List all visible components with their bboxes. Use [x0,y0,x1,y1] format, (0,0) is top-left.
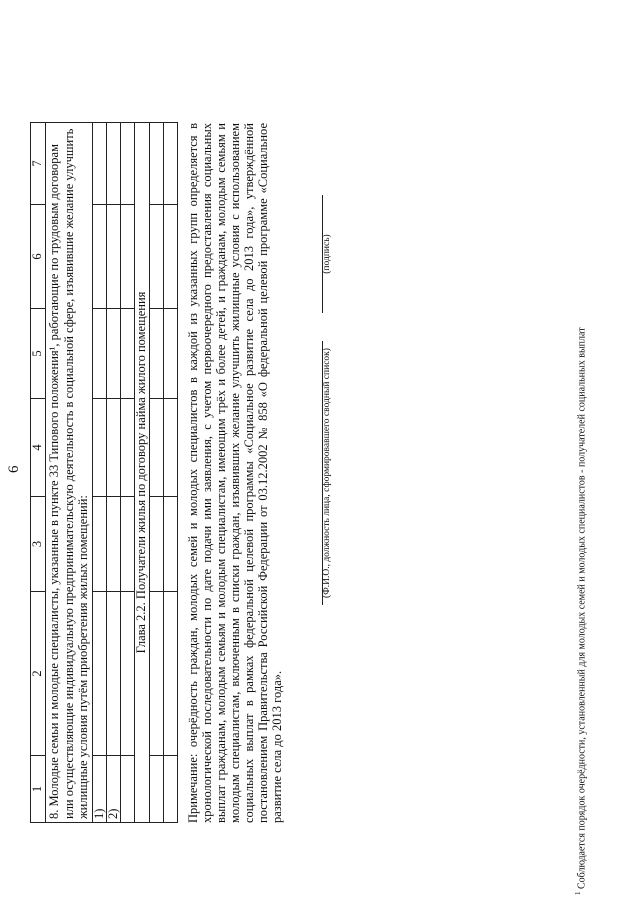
row-label [120,756,134,823]
column-number: 3 [31,497,46,592]
footnote-text: Соблюдается порядок очерёдности, установленный для молодых семей и молодых специалистов - получателей социальных выплат [576,327,588,889]
table-cell [163,123,177,205]
column-number: 1 [31,756,46,823]
table-cell [163,592,177,756]
row-label: 1) [92,756,106,823]
footnote-marker: 1 [574,891,582,895]
signature-caption: (подпись) [322,234,332,274]
table-row [163,123,177,823]
signature-name-caption: (Ф.И.О., должность лица, сформировавшего сводный список) [322,348,332,598]
table-cell [106,497,120,592]
column-number: 7 [31,123,46,205]
table-cell [120,205,134,309]
page-number: 6 [6,465,22,473]
table-cell [92,399,106,497]
table-cell [120,497,134,592]
table-cell [92,309,106,399]
note-text: Примечание: очерёдность граждан, молодых семей и молодых специалистов в каждой из указанных групп определяется в хронологической последовательности по дате подачи ими заявления, с учетом первоочередного предоставления социальных выплат гражданам, молодым семьям и молодым специалистам, имеющим трёх и более детей, и гражданам, молодым семьям и молодым специалистам, включенным в списки граждан, изъявивших желание улучшить жилищные условия с использованием социальных выплат в рамках федеральной целевой программы «Социальное развитие села до 2013 года», утверждённой постановлением Правительства Российской Федерации от 03.12.2002 № 858 «О федеральной целевой программе «Социальное развитие села до 2013 года». [186,123,284,823]
table-row [149,123,163,823]
table-cell [120,399,134,497]
column-number: 4 [31,399,46,497]
table-cell [163,497,177,592]
table-cell [149,497,163,592]
table-cell [106,205,120,309]
table-cell [106,309,120,399]
table-cell [92,205,106,309]
table-cell [163,309,177,399]
column-number: 5 [31,309,46,399]
column-number: 6 [31,205,46,309]
table-cell [120,592,134,756]
row-label [149,756,163,823]
table-cell [149,309,163,399]
table-header-row [31,123,46,823]
section-description-row [46,123,93,823]
table-row [106,123,120,823]
table-cell [149,123,163,205]
table-row [120,123,134,823]
table-cell [106,123,120,205]
note-paragraph [186,123,284,823]
table-cell [92,497,106,592]
table-cell [149,399,163,497]
table-cell [120,123,134,205]
table-cell [106,399,120,497]
table-cell [92,592,106,756]
row-label: 2) [106,756,120,823]
footnote [574,135,587,895]
table-cell [92,123,106,205]
table-cell [163,205,177,309]
table-cell [106,592,120,756]
section-description: 8. Молодые семьи и молодые специалисты, указанные в пункте 33 Типового положения¹, работающие по трудовым договорам или осуществляющие индивидуальную предпринимательскую деятельность в социальной сфере, изъявившие желание улучшить жилищные условия путём приобретения жилых помещений: [46,123,93,823]
chapter-title-row [134,123,149,823]
table-cell [120,309,134,399]
table-cell [149,205,163,309]
table-cell [163,399,177,497]
recipients-table [30,122,178,823]
chapter-title: Глава 2.2. Получатели жилья по договору найма жилого помещения [134,123,149,823]
table-row [92,123,106,823]
row-label [163,756,177,823]
table-cell [149,592,163,756]
column-number: 2 [31,592,46,756]
